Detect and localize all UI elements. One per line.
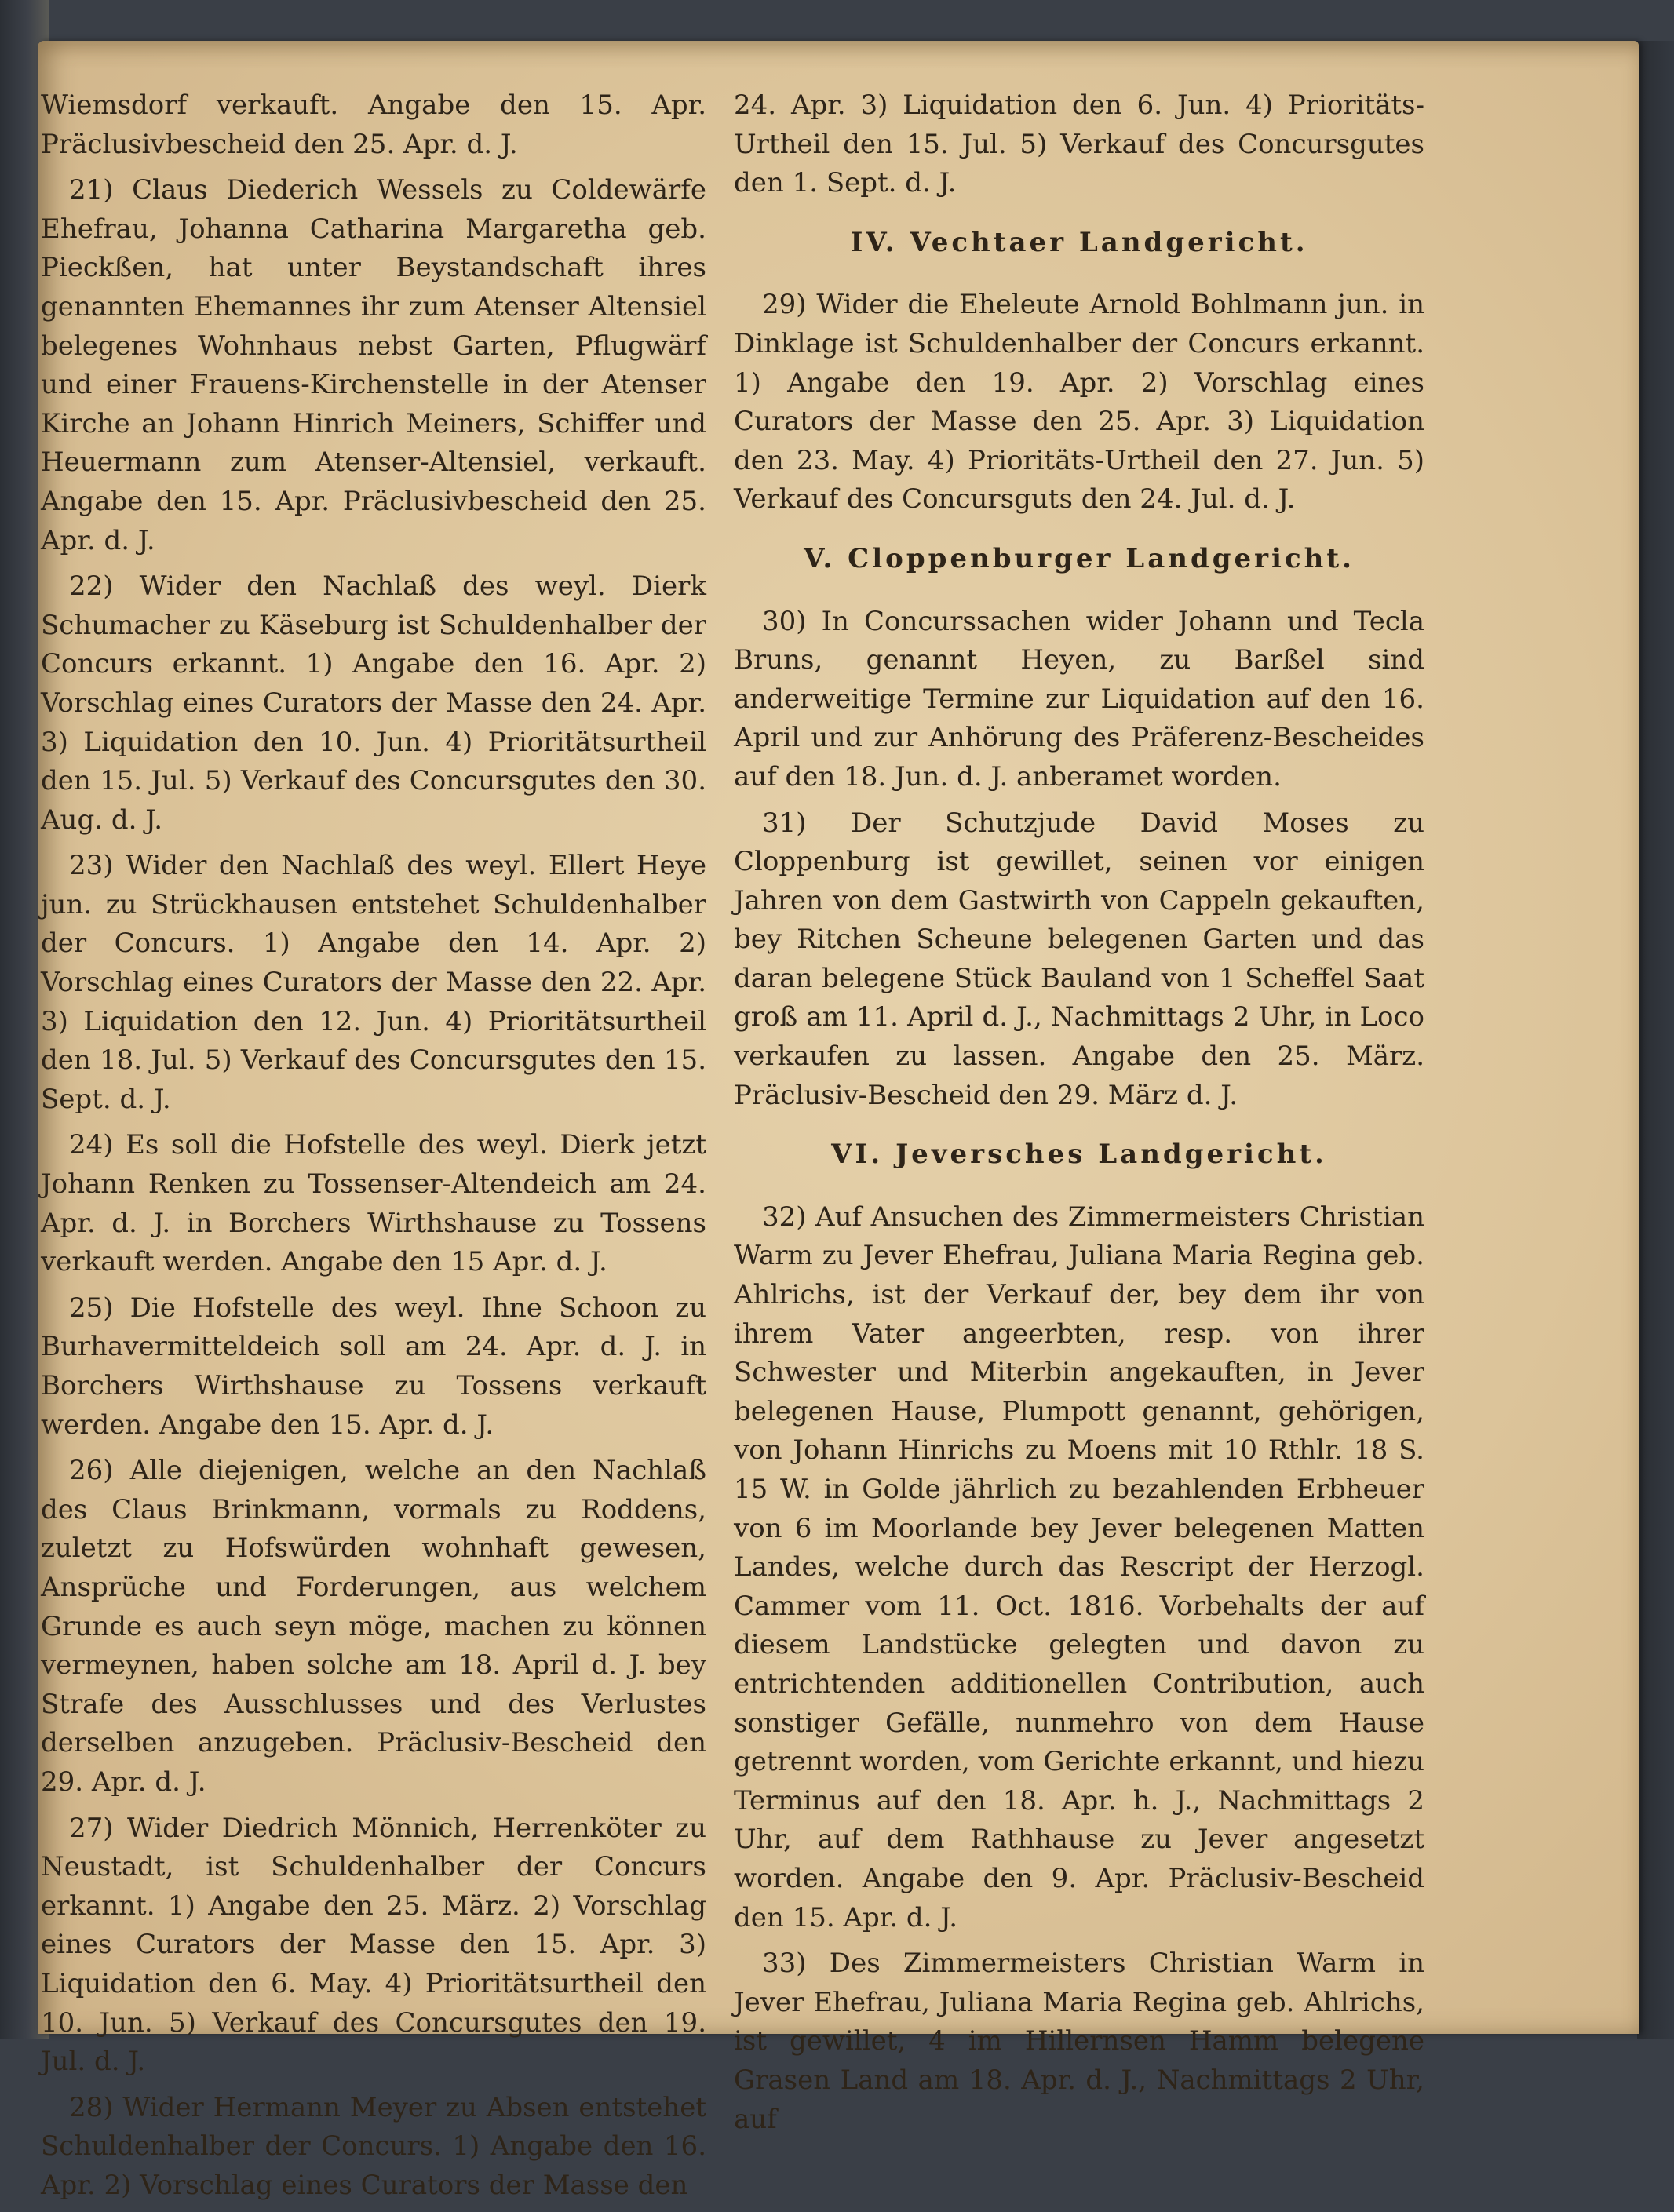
entry-25: 25) Die Hofstelle des weyl. Ihne Schoon zu Burhavermitteldeich soll am 24. Apr. d. J. in Borchers Wirthshause zu Tossens verkauft werden. Angabe den 15. Apr. d. J. (41, 1292, 706, 1441)
entry-continuation-right: 24. Apr. 3) Liquidation den 6. Jun. 4) Prioritäts-Urtheil den 15. Jul. 5) Verkauf des Concursgutes den 1. Sept. d. J. (734, 89, 1424, 199)
entry-28: 28) Wider Hermann Meyer zu Absen entstehet Schuldenhalber der Concurs. 1) Angabe den 16. Apr. 2) Vorschlag eines Curators der Masse den (41, 2091, 706, 2201)
entry-continuation: Wiemsdorf verkauft. Angabe den 15. Apr. Präclusivbescheid den 25. Apr. d. J. (41, 89, 706, 160)
entry-33: 33) Des Zimmermeisters Christian Warm in Jever Ehefrau, Juliana Maria Regina geb. Ahlrichs, ist gewillet, 4 im Hillernsen Hamm belegene Grasen Land am 18. Apr. d. J., Nachmittags 2 Uhr, auf (734, 1948, 1424, 2135)
entry-21: 21) Claus Diederich Wessels zu Coldewärfe Ehefrau, Johanna Catharina Margaretha geb. Pieckßen, hat unter Beystandschaft ihres genannten Ehemannes ihr zum Atenser Altensiel belegenes Wohnhaus nebst Garten, Pflugwärf und einer Frauens-Kirchenstelle in der Atenser Kirche an Johann Hinrich Meiners, Schiffer und Heuermann zum Atenser-Altensiel, verkauft. Angabe den 15. Apr. Präclusivbescheid den 25. Apr. d. J. (41, 174, 706, 556)
entry-32: 32) Auf Ansuchen des Zimmermeisters Christian Warm zu Jever Ehefrau, Juliana Maria Regina geb. Ahlrichs, ist der Verkauf der, bey dem ihr von ihrem Vater angeerbten, resp. von ihrer Schwester und Miterbin angekauften, in Jever belegenen Hause, Plumpott genannt, gehörigen, von Johann Hinrichs zu Moens mit 10 Rthlr. 18 S. 15 W. in Golde jährlich zu bezahlenden Erbheuer von 6 im Moorlande bey Jever belegenen Matten Landes, welche durch das Rescript der Herzogl. Cammer vom 11. Oct. 1816. Vorbehalts der auf diesem Landstücke gelegten und davon zu entrichtenden additionellen Contribution, auch sonstiger Gefälle, nunmehro von dem Hause getrennt worden, vom Gerichte erkannt, und hiezu Terminus auf den 18. Apr. h. J., Nachmittags 2 Uhr, auf dem Rathhause zu Jever angesetzt worden. Angabe den 9. Apr. Präclusiv-Bescheid den 15. Apr. d. J. (734, 1201, 1424, 1933)
entry-29: 29) Wider die Eheleute Arnold Bohlmann jun. in Dinklage ist Schuldenhalber der Concurs erkannt. 1) Angabe den 19. Apr. 2) Vorschlag eines Curators der Masse den 25. Apr. 3) Liquidation den 23. May. 4) Prioritäts-Urtheil den 27. Jun. 5) Verkauf des Concursguts den 24. Jul. d. J. (734, 289, 1424, 516)
entry-22: 22) Wider den Nachlaß des weyl. Dierk Schumacher zu Käseburg ist Schuldenhalber der Concurs erkannt. 1) Angabe den 16. Apr. 2) Vorschlag eines Curators der Masse den 24. Apr. 3) Liquidation den 10. Jun. 4) Prioritätsurtheil den 15. Jul. 5) Verkauf des Concursgutes den 30. Aug. d. J. (41, 570, 706, 836)
section-heading-jever: VI. Jeversches Landgericht. (831, 1139, 1327, 1171)
entry-26: 26) Alle diejenigen, welche an den Nachlaß des Claus Brinkmann, vormals zu Roddens, zuletzt zu Hofswürden wohnhaft gewesen, Ansprüche und Forderungen, aus welchem Grunde es auch seyn möge, machen zu können vermeynen, haben solche am 18. April d. J. bey Strafe des Ausschlusses und des Verlustes derselben anzugeben. Präclusiv-Bescheid den 29. Apr. d. J. (41, 1455, 706, 1798)
entry-30: 30) In Concurssachen wider Johann und Tecla Bruns, genannt Heyen, zu Barßel sind anderweitige Termine zur Liquidation auf den 16. April und zur Anhörung des Präferenz-Bescheides auf den 18. Jun. d. J. anberamet worden. (734, 605, 1424, 793)
entry-31: 31) Der Schutzjude David Moses zu Cloppenburg ist gewillet, seinen vor einigen Jahren von dem Gastwirth von Cappeln gekauften, bey Ritchen Scheune belegenen Garten und das daran belegene Stück Bauland von 1 Scheffel Saat groß am 11. April d. J., Nachmittags 2 Uhr, in Loco verkaufen zu lassen. Angabe den 25. März. Präclusiv-Bescheid den 29. März d. J. (734, 807, 1424, 1111)
section-heading-vechta: IV. Vechtaer Landgericht. (850, 226, 1308, 258)
page-edge-shadow (1637, 41, 1674, 2039)
section-heading-cloppenburg: V. Cloppenburger Landgericht. (804, 542, 1355, 574)
entry-24: 24) Es soll die Hofstelle des weyl. Dierk jetzt Johann Renken zu Tossenser-Altendeich am 24. Apr. d. J. in Borchers Wirthshause zu Tossens verkauft werden. Angabe den 15 Apr. d. J. (41, 1129, 706, 1278)
right-column (734, 86, 1424, 2146)
entry-27: 27) Wider Diedrich Mönnich, Herrenköter zu Neustadt, ist Schuldenhalber der Concurs erkannt. 1) Angabe den 25. März. 2) Vorschlag eines Curators der Masse den 15. Apr. 3) Liquidation den 6. May. 4) Prioritätsurtheil den 10. Jun. 5) Verkauf des Concursgutes den 19. Jul. d. J. (41, 1812, 706, 2078)
entry-23: 23) Wider den Nachlaß des weyl. Ellert Heye jun. zu Strückhausen entstehet Schuldenhalber der Concurs. 1) Angabe den 14. Apr. 2) Vorschlag eines Curators der Masse den 22. Apr. 3) Liquidation den 12. Jun. 4) Prioritätsurtheil den 18. Jul. 5) Verkauf des Concursgutes den 15. Sept. d. J. (41, 850, 706, 1115)
left-column (41, 86, 706, 2212)
